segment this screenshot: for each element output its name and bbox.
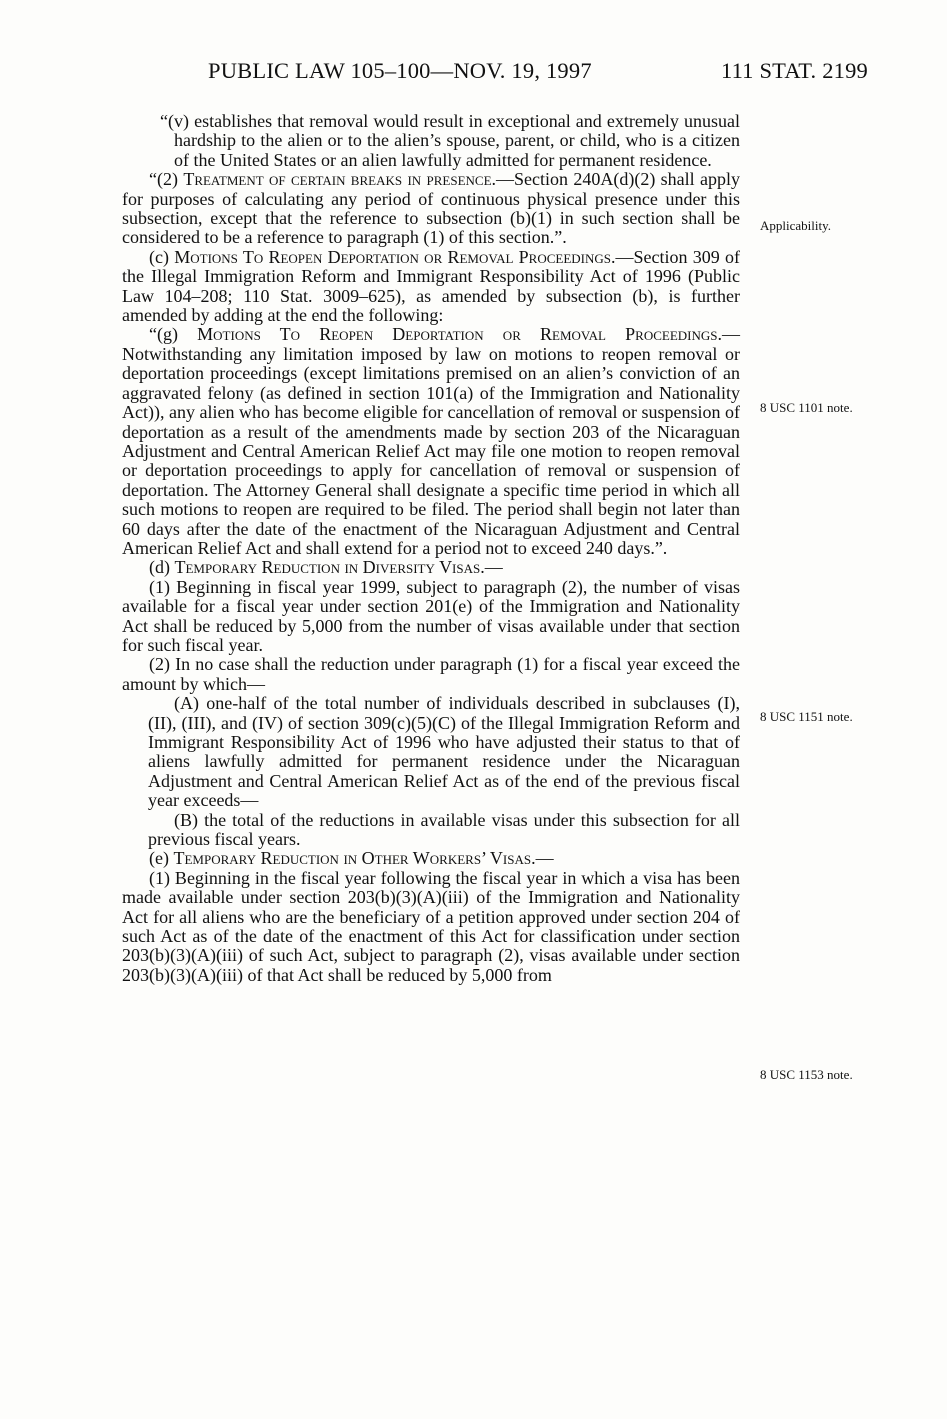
margin-note-applicability: Applicability. (760, 218, 832, 233)
subparagraph-a: (A) one-half of the total number of individuals described in subclauses (I), (II), (III), and (IV) of section 309(c)(5)(C) of the Illegal Immigration Reform and Immigrant Responsibility Act of 1996 who have adjusted their status to that of aliens lawfully admitted for permanent residence under the Nicaraguan Adjustment and Central American Relief Act as of the end of the previous fiscal year exceeds— (148, 693, 740, 811)
subparagraph-b: (B) the total of the reductions in available visas under this subsection for all previous fiscal years. (148, 809, 740, 850)
heading-diversity-visas: Temporary Reduction in Diversity Visas (174, 557, 481, 578)
subsection-c: (c) Motions To Reopen Deportation or Removal Proceedings.—Section 309 of the Illegal Immigration Reform and Immigrant Responsibility Act of 1996 (Public Law 104–208; 110 Stat. 3009–625), as amended by subsection (b), is further amended by adding at the end the following: (122, 246, 740, 326)
paragraph-d1: (1) Beginning in fiscal year 1999, subject to paragraph (2), the number of visas available for a fiscal year under section 201(e) of the Immigration and Nationality Act shall be reduced by 5,000 from the number of visas available under that section for such fiscal year. (122, 576, 740, 655)
paragraph-e1: (1) Beginning in the fiscal year following the fiscal year in which a visa has been made available under section 203(b)(3)(A)(iii) of the Immigration and Nationality Act for all aliens who are the beneficiary of a petition approved under section 204 of such Act as of the date of the enactment of this Act for classification under section 203(b)(3)(A)(iii) of such Act, subject to paragraph (2), visas available under section 203(b)(3)(A)(iii) of that Act shall be reduced by 5,000 from (122, 867, 740, 985)
margin-note-1153: 8 USC 1153 note. (760, 1067, 853, 1082)
subsection-e: (e) Temporary Reduction in Other Workers’ Visas.— (149, 848, 554, 869)
heading-treatment-breaks: Treatment of certain breaks in presence (183, 169, 492, 190)
paragraph-2: “(2) Treatment of certain breaks in presence.—Section 240A(d)(2) shall apply for purposes of calculating any period of continuous physical presence under this subsection, except that the reference to subsection (b)(1) in such section shall be considered to be a reference to paragraph (1) of this section.”. (122, 169, 740, 248)
stat-page-number: 111 STAT. 2199 (720, 58, 868, 83)
subsection-d: (d) Temporary Reduction in Diversity Visas.— (149, 557, 503, 578)
heading-motions-reopen-g: Motions To Reopen Deportation or Removal Proceedings (197, 324, 718, 345)
subsection-g: “(g) Motions To Reopen Deportation or Removal Proceedings.—Notwithstanding any limitation imposed by law on motions to reopen removal or deportation proceedings (except limitations premised on an alien’s conviction of an aggravated felony (as defined in section 101(a) of the Immigration and Nationality Act)), any alien who has become eligible for cancellation of removal or suspension of deportation as a result of the amendments made by section 203 of the Nicaraguan Adjustment and Central American Relief Act may file one motion to reopen removal or deportation proceedings to apply for cancellation of removal or suspension of deportation. The Attorney General shall designate a specific time period in which all such motions to reopen are required to be filed. The period shall begin not later than 60 days after the date of the enactment of the Nicaraguan Adjustment and Central American Relief Act and shall extend for a period not to exceed 240 days.”. (122, 324, 740, 558)
heading-other-workers-visas: Temporary Reduction in Other Workers’ Visas (173, 848, 532, 869)
running-header (208, 58, 868, 92)
margin-note-1151: 8 USC 1151 note. (760, 709, 853, 724)
page-title: PUBLIC LAW 105–100—NOV. 19, 1997 (208, 58, 592, 83)
margin-note-1101: 8 USC 1101 note. (760, 400, 853, 415)
law-text (122, 112, 740, 985)
clause-v: “(v) establishes that removal would result in exceptional and extremely unusual hardship to the alien or to the alien’s spouse, parent, or child, who is a citizen of the United States or an alien lawfully admitted for permanent residence. (160, 111, 740, 170)
paragraph-d2: (2) In no case shall the reduction under paragraph (1) for a fiscal year exceed the amount by which— (122, 654, 740, 694)
heading-motions-reopen: Motions To Reopen Deportation or Removal Proceedings (174, 246, 612, 267)
